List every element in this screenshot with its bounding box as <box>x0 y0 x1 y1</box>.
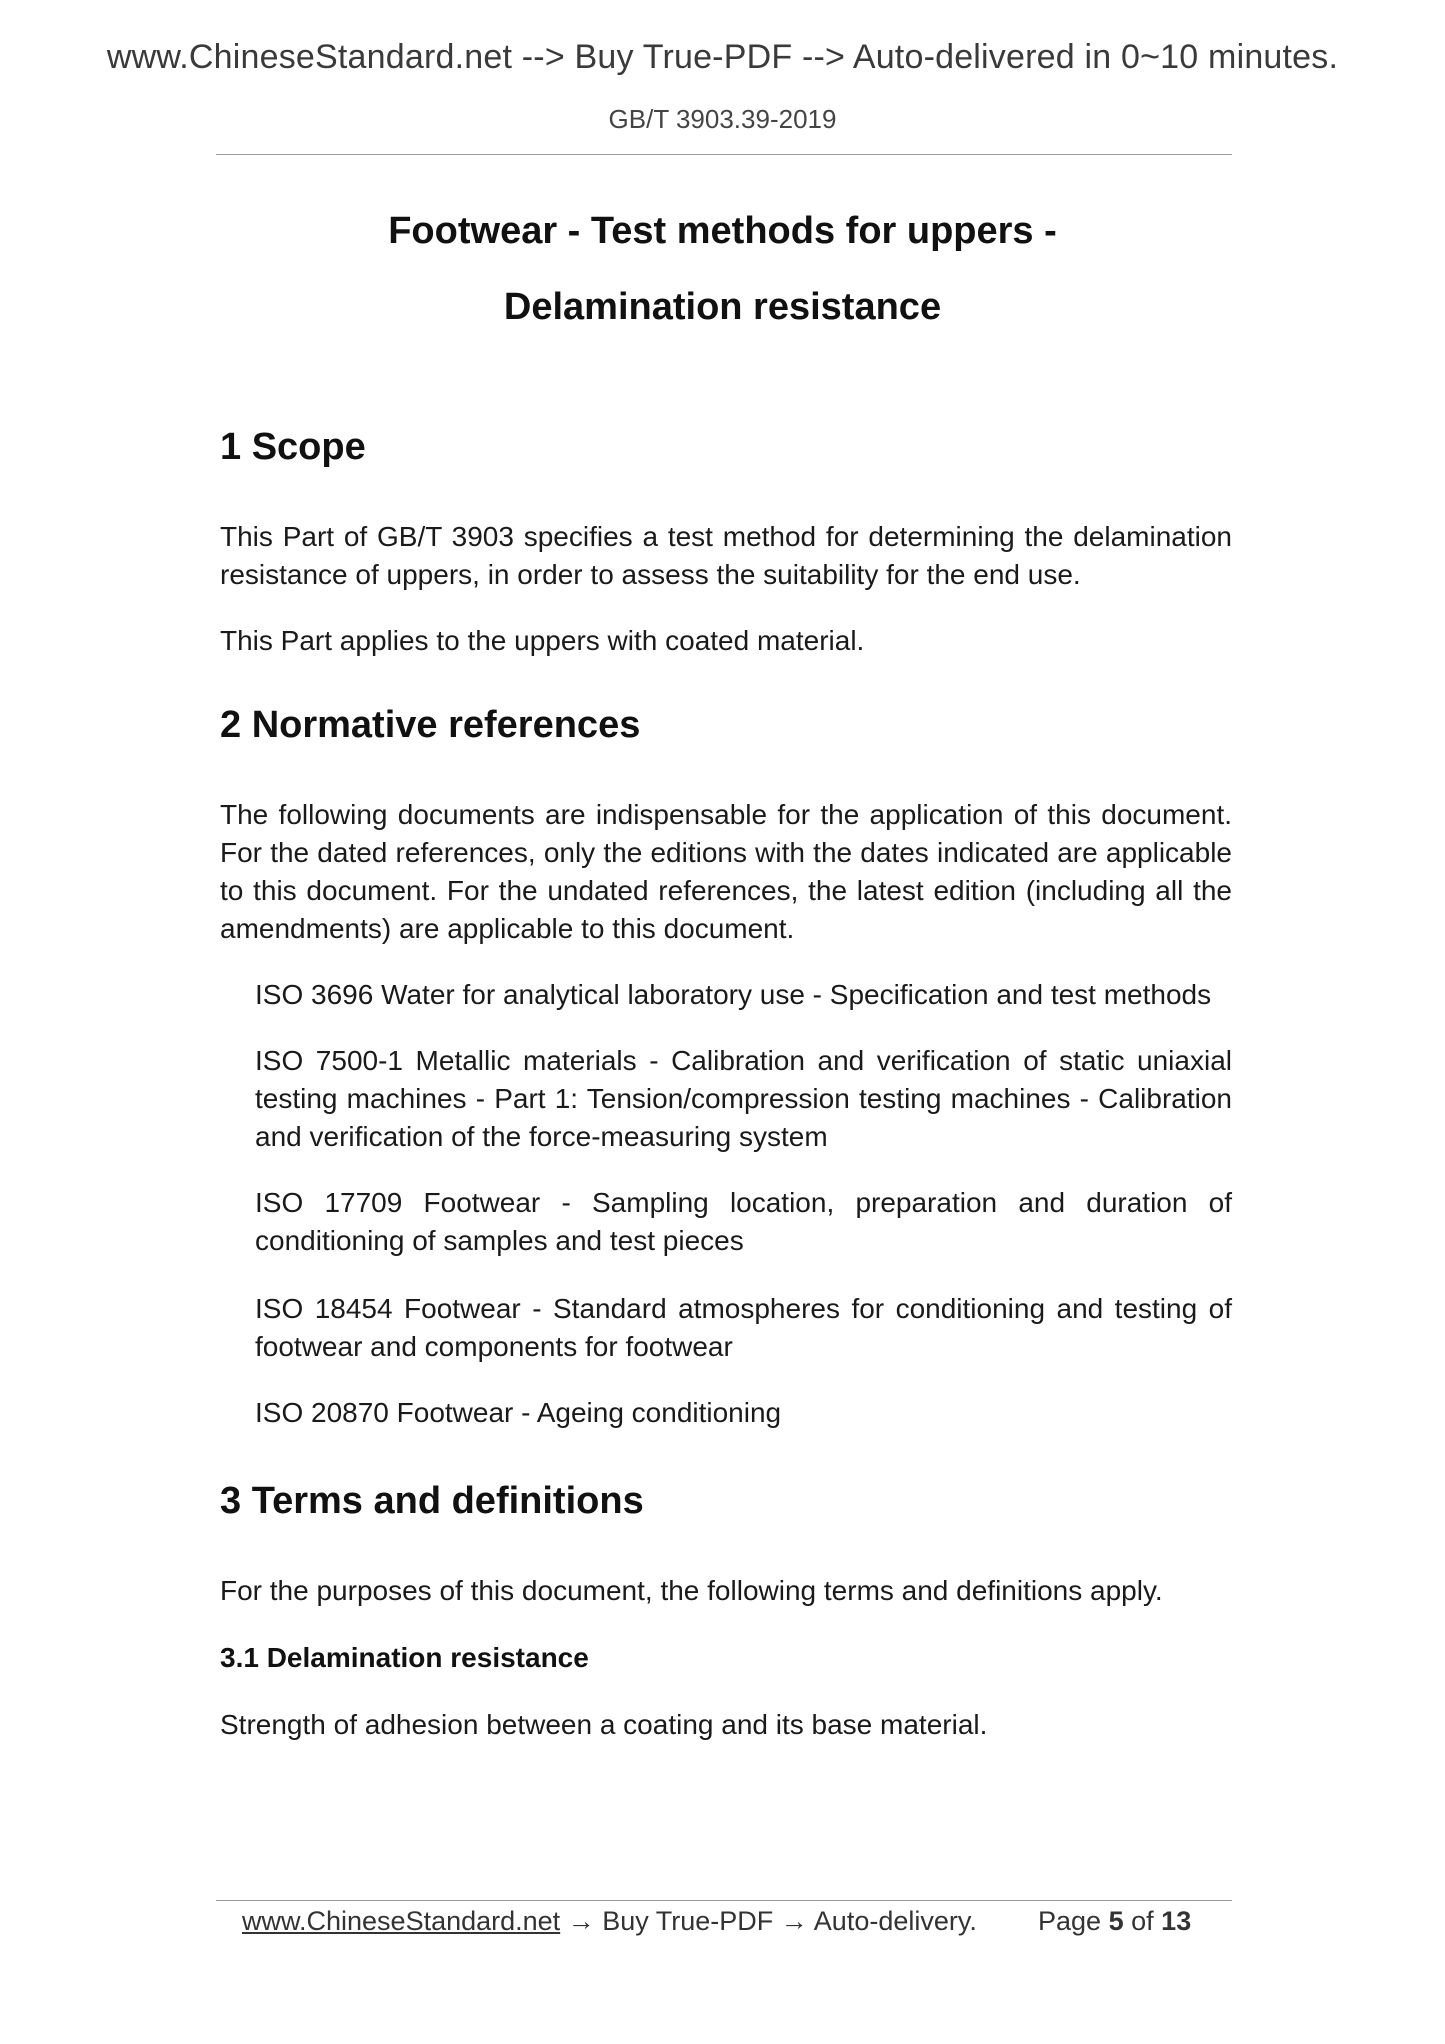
reference-item-iso-3696: ISO 3696 Water for analytical laboratory use - Specification and test methods <box>255 979 1212 1010</box>
footer-delivery-text: Auto-delivery. <box>813 1906 977 1936</box>
arrow-right-icon: → <box>780 1906 808 1936</box>
reference-item-iso-20870: ISO 20870 Footwear - Ageing conditioning <box>255 1397 782 1428</box>
footer-site-link[interactable]: www.ChineseStandard.net <box>242 1906 561 1936</box>
document-title-line2: Delamination resistance <box>503 286 942 328</box>
page-of-label: of <box>1131 1906 1154 1936</box>
footer-divider <box>216 1900 1232 1901</box>
scope-paragraph-1: This Part of GB/T 3903 specifies a test method for determining the delamination resistance of uppers, in order to assess the suitability for the end use. <box>220 521 1232 590</box>
page-number: 5 <box>1108 1906 1124 1936</box>
top-banner: www.ChineseStandard.net --> Buy True-PDF --> Auto-delivered in 0~10 minutes. <box>106 38 1339 76</box>
section-1-heading: 1 Scope <box>220 426 366 468</box>
reference-item-iso-7500-1: ISO 7500-1 Metallic materials - Calibration and verification of static uniaxial testing machines - Part 1: Tension/compression testing machines - Calibration and verification of the force-measuring system <box>255 1045 1232 1152</box>
term-3-1-heading: 3.1 Delamination resistance <box>220 1642 589 1673</box>
section-3-heading: 3 Terms and definitions <box>220 1480 644 1522</box>
terms-intro: For the purposes of this document, the following terms and definitions apply. <box>220 1575 1163 1606</box>
document-title-line1: Footwear - Test methods for uppers - <box>388 210 1057 252</box>
page-indicator <box>1038 1906 1191 1937</box>
reference-item-iso-18454: ISO 18454 Footwear - Standard atmospheres for conditioning and testing of footwear and components for footwear <box>255 1293 1232 1362</box>
page-label: Page <box>1038 1906 1102 1936</box>
section-2-heading: 2 Normative references <box>220 704 641 746</box>
header-divider <box>216 154 1232 155</box>
reference-item-iso-17709: ISO 17709 Footwear - Sampling location, preparation and duration of conditioning of samples and test pieces <box>255 1187 1232 1256</box>
footer-buy-text: Buy True-PDF <box>602 1906 774 1936</box>
normative-intro: The following documents are indispensable for the application of this document. For the dated references, only the editions with the dates indicated are applicable to this document. For the undated references, the latest edition (including all the amendments) are applicable to this document. <box>220 799 1232 944</box>
page-total: 13 <box>1161 1906 1192 1936</box>
page-footer <box>242 1906 1192 1937</box>
term-3-1-definition: Strength of adhesion between a coating and its base material. <box>220 1709 988 1740</box>
document-number: GB/T 3903.39-2019 <box>608 104 837 134</box>
scope-paragraph-2: This Part applies to the uppers with coated material. <box>220 625 865 656</box>
arrow-right-icon: → <box>567 1906 595 1936</box>
